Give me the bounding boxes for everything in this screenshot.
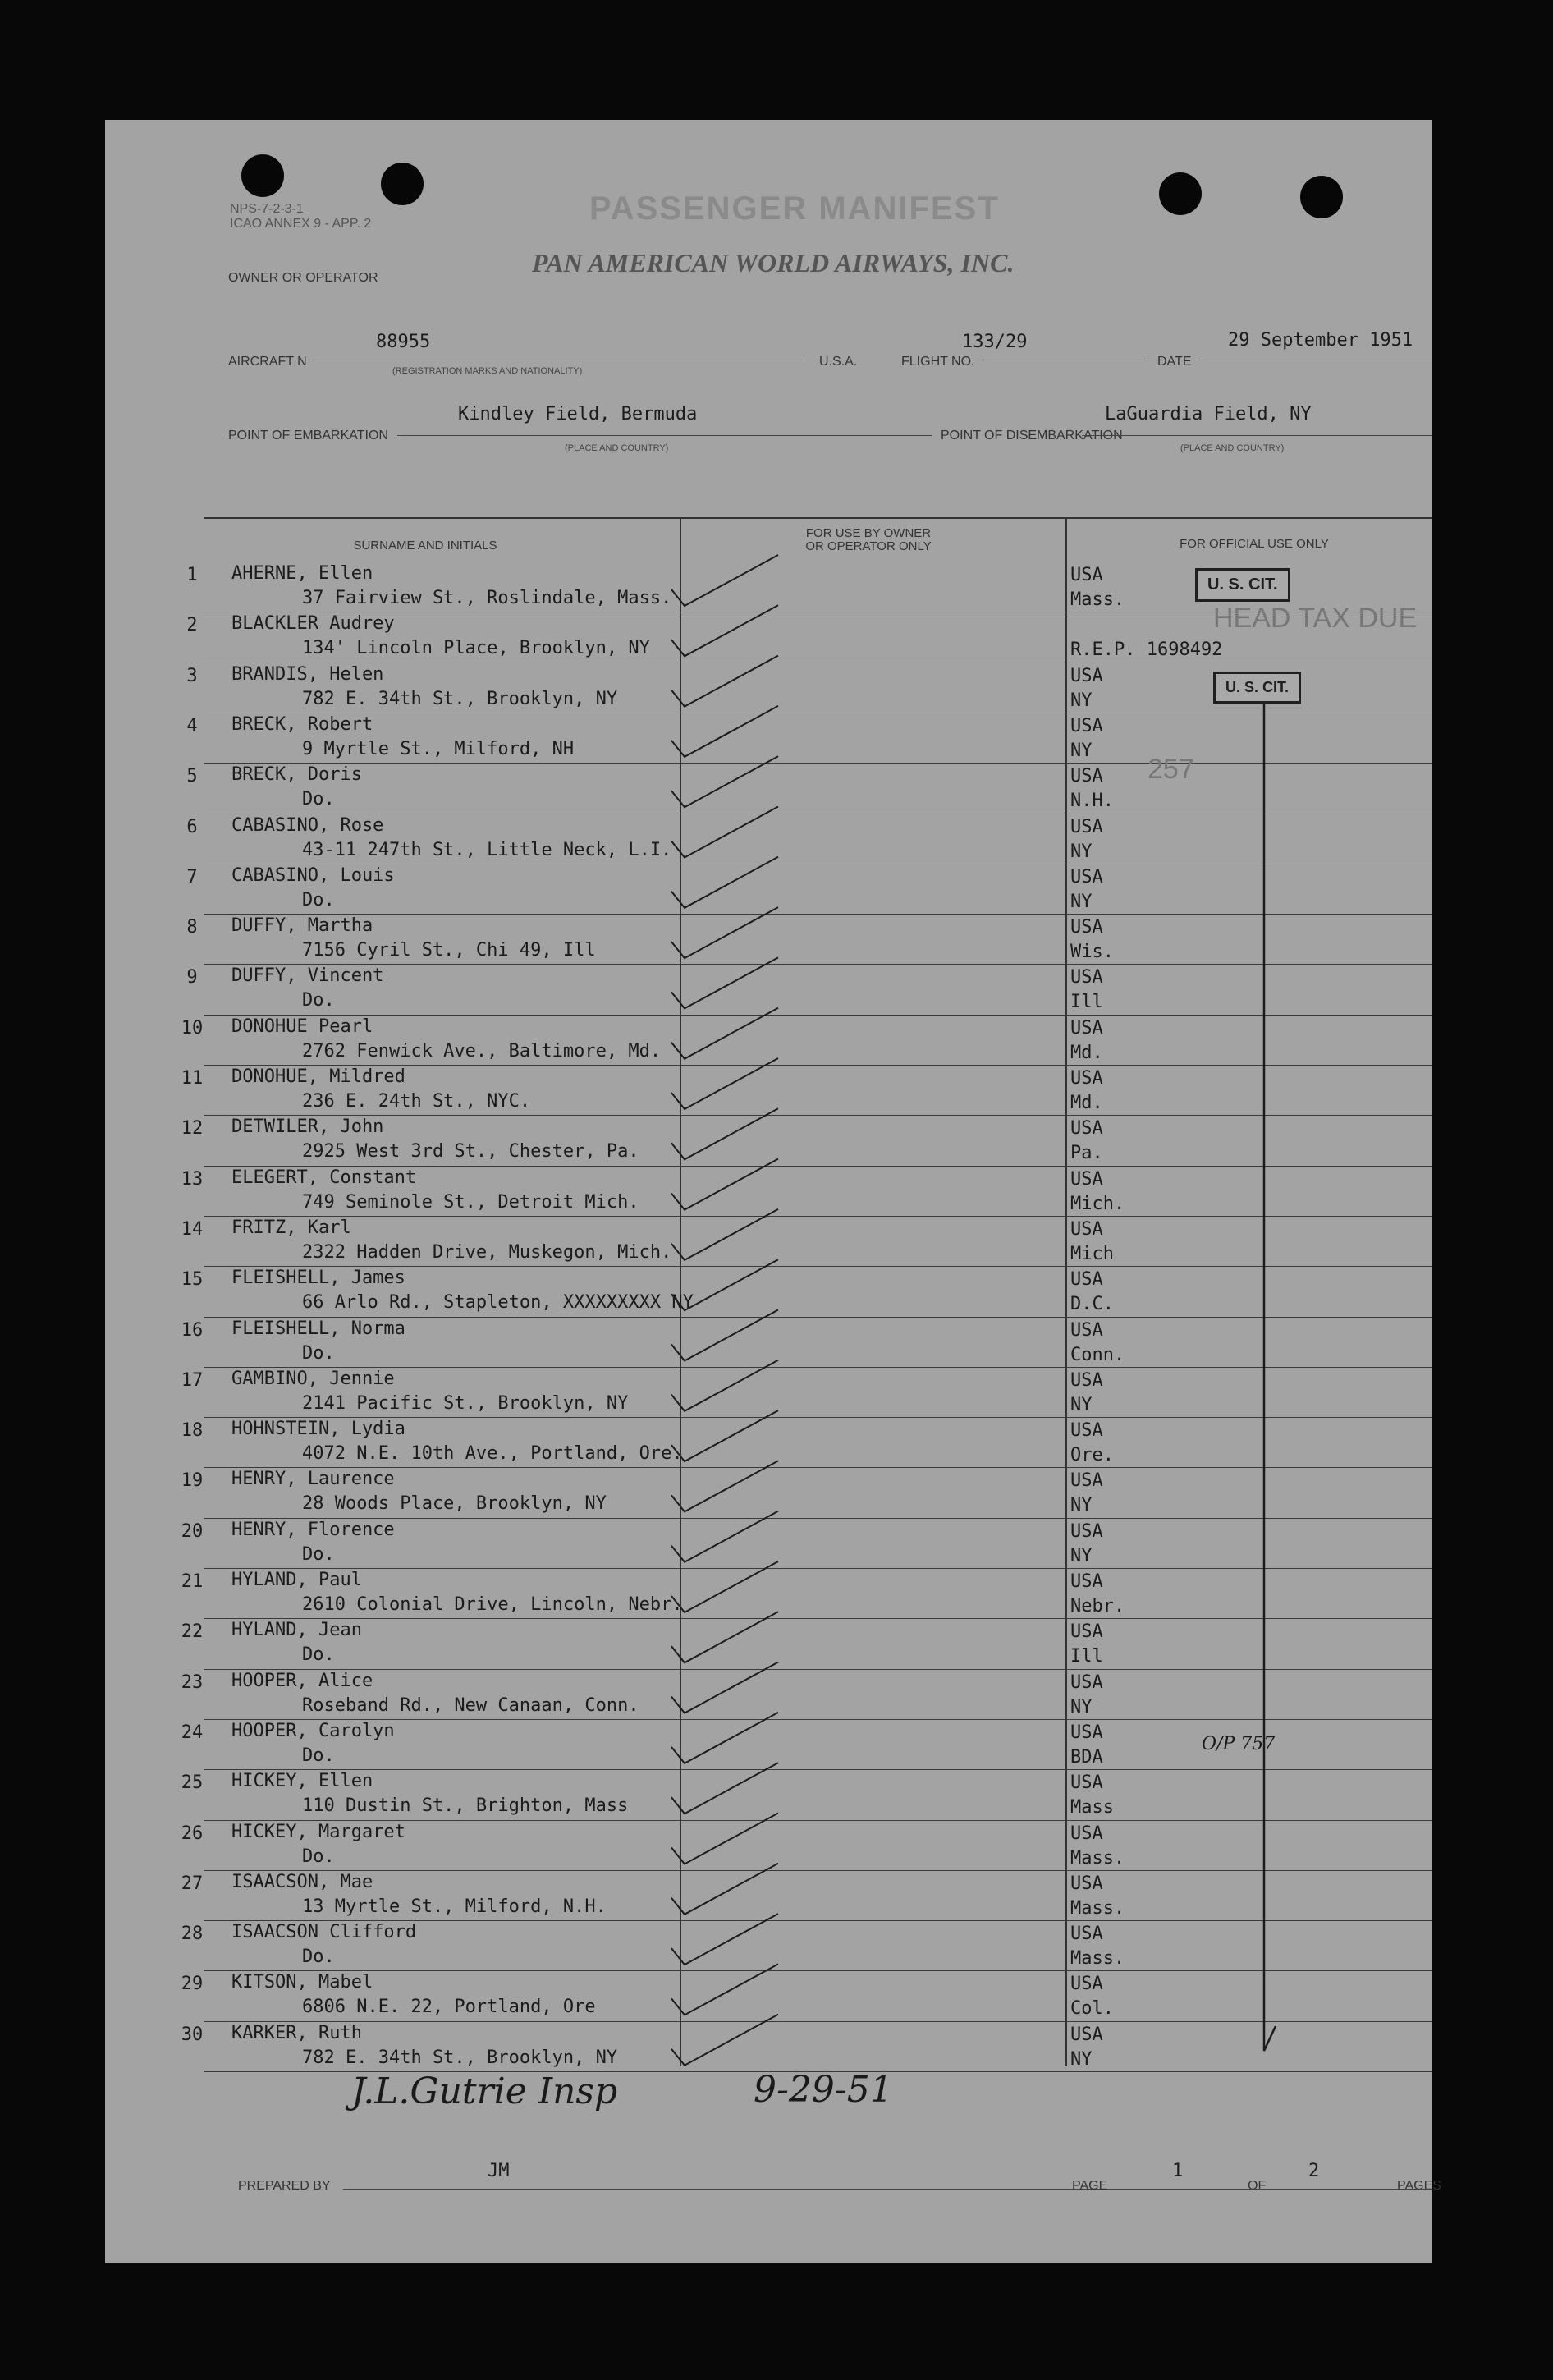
- passenger-address: 134' Lincoln Place, Brooklyn, NY: [302, 638, 650, 659]
- row-number: 23: [181, 1672, 204, 1693]
- passenger-address: 782 E. 34th St., Brooklyn, NY: [302, 2047, 618, 2068]
- passenger-address: Do.: [302, 1947, 335, 1968]
- checkmark: [671, 857, 778, 908]
- official-entry-2: D.C.: [1070, 1294, 1114, 1315]
- owner-name: PAN AMERICAN WORLD AIRWAYS, INC.: [532, 248, 1015, 277]
- prepared-value: JM: [488, 2161, 510, 2181]
- row-number: 10: [181, 1017, 204, 1039]
- embark-sub: (PLACE AND COUNTRY): [565, 443, 669, 453]
- row-number: 1: [186, 565, 198, 585]
- passenger-name: HOOPER, Alice: [231, 1670, 373, 1691]
- official-entry-2: Ill: [1070, 1646, 1103, 1667]
- passenger-address: 110 Dustin St., Brighton, Mass: [302, 1795, 629, 1817]
- row-number: 15: [181, 1269, 204, 1291]
- op-note: O/P 757: [1202, 1734, 1276, 1754]
- form-number-line: ICAO ANNEX 9 - APP. 2: [230, 217, 372, 231]
- official-entry-1: USA: [1070, 1218, 1103, 1240]
- passenger-name: HENRY, Florence: [231, 1519, 395, 1540]
- row-number: 13: [181, 1168, 204, 1190]
- checkmark: [671, 1259, 778, 1310]
- official-entry-2: Md.: [1070, 1093, 1103, 1113]
- prepared-label: PREPARED BY: [238, 2179, 331, 2193]
- count-stamp: 257: [1148, 754, 1194, 785]
- page-value: 1: [1172, 2161, 1184, 2181]
- passenger-name: HYLAND, Paul: [231, 1570, 362, 1590]
- row-number: 14: [181, 1218, 204, 1240]
- passenger-address: 782 E. 34th St., Brooklyn, NY: [302, 688, 618, 709]
- passenger-address: 2141 Pacific St., Brooklyn, NY: [302, 1392, 629, 1414]
- checkmark: [671, 1108, 778, 1159]
- official-entry-1: USA: [1070, 1772, 1103, 1794]
- flight-value: 133/29: [962, 332, 1028, 352]
- passenger-address: 2322 Hadden Drive, Muskegon, Mich.: [302, 1241, 672, 1263]
- checkmark: [671, 656, 778, 707]
- checkmark: [671, 1864, 778, 1915]
- official-entry-2: Mass: [1070, 1797, 1114, 1818]
- page-label: PAGE: [1072, 2179, 1108, 2193]
- checkmark: [671, 957, 778, 1008]
- row-number: 8: [186, 917, 198, 938]
- official-entry-2: Col.: [1070, 1998, 1114, 2020]
- checkmark: [671, 2015, 778, 2066]
- official-entry-1: USA: [1070, 1873, 1103, 1894]
- official-entry-1: USA: [1070, 715, 1103, 736]
- passenger-address: Do.: [302, 1846, 335, 1867]
- official-entry-1: USA: [1070, 1017, 1103, 1039]
- row-number: 11: [181, 1068, 204, 1089]
- row-number: 28: [181, 1924, 204, 1945]
- aircraft-sub: (REGISTRATION MARKS AND NATIONALITY): [392, 366, 583, 376]
- official-entry-1: USA: [1070, 665, 1103, 686]
- owner-use-line: FOR USE BY OWNER: [805, 526, 932, 540]
- checkmark: [671, 1159, 778, 1210]
- official-entry-1: USA: [1070, 766, 1103, 787]
- checkmark: [671, 1612, 778, 1662]
- official-entry-2: NY: [1070, 2048, 1093, 2070]
- checkmark: [671, 756, 778, 807]
- row-number: 9: [186, 967, 198, 988]
- passenger-address: Do.: [302, 789, 335, 810]
- official-entry-1: USA: [1070, 1118, 1103, 1140]
- passenger-name: FLEISHELL, Norma: [231, 1318, 405, 1339]
- passenger-name: DUFFY, Martha: [231, 915, 373, 937]
- passenger-name: CABASINO, Rose: [231, 814, 384, 836]
- passenger-address: 9 Myrtle St., Milford, NH: [302, 738, 575, 759]
- date-value: 29 September 1951: [1228, 330, 1413, 351]
- row-number: 29: [181, 1974, 204, 1995]
- row-number: 6: [186, 816, 198, 837]
- official-entry-2: NY: [1070, 1495, 1093, 1516]
- official-entry-2: NY: [1070, 841, 1093, 862]
- checkmark: [671, 1914, 778, 1965]
- official-entry-1: USA: [1070, 1470, 1103, 1492]
- checkmark: [671, 1713, 778, 1763]
- passenger-name: HICKEY, Margaret: [231, 1821, 405, 1842]
- aircraft-value: 88955: [376, 332, 431, 352]
- pages-label: PAGES: [1397, 2179, 1441, 2193]
- checkmark: [671, 1662, 778, 1713]
- surname-header: SURNAME AND INITIALS: [353, 539, 497, 553]
- passenger-address: 6806 N.E. 22, Portland, Ore: [302, 1997, 596, 2018]
- checkmark: [671, 1410, 778, 1461]
- passenger-address: 43-11 247th St., Little Neck, L.I.: [302, 839, 672, 860]
- official-entry-2: Nebr.: [1070, 1596, 1125, 1616]
- checkmark: [671, 1964, 778, 2015]
- head-tax-stamp: HEAD TAX DUE: [1213, 603, 1418, 634]
- passenger-name: BLACKLER Audrey: [231, 613, 395, 635]
- checkmark: [671, 1461, 778, 1511]
- form-number-line: NPS-7-2-3-1: [230, 202, 304, 216]
- official-header: FOR OFFICIAL USE ONLY: [1180, 537, 1329, 551]
- official-entry-2: Mass.: [1070, 1897, 1125, 1919]
- passenger-name: ISAACSON, Mae: [231, 1871, 373, 1892]
- embark-value: Kindley Field, Bermuda: [458, 404, 698, 424]
- checkmark: [671, 807, 778, 858]
- passenger-address: 2925 West 3rd St., Chester, Pa.: [302, 1141, 639, 1162]
- passenger-name: ELEGERT, Constant: [231, 1167, 417, 1188]
- official-entry-2: NY: [1070, 690, 1093, 711]
- row-number: 3: [186, 665, 198, 686]
- checkmark: [671, 1058, 778, 1109]
- manifest-title: PASSENGER MANIFEST: [589, 190, 1000, 227]
- row-number: 20: [181, 1520, 204, 1542]
- us-cit-stamp: U. S. CIT.: [1213, 672, 1301, 704]
- checkmark: [671, 706, 778, 757]
- official-entry-1: USA: [1070, 1722, 1103, 1743]
- checkmark: [671, 555, 778, 606]
- official-entry-1: USA: [1070, 2024, 1103, 2045]
- official-entry-2: N.H.: [1070, 791, 1114, 812]
- official-entry-2: NY: [1070, 891, 1093, 912]
- official-entry-2: NY: [1070, 740, 1093, 761]
- official-entry-1: USA: [1070, 967, 1103, 988]
- row-number: 5: [186, 766, 198, 787]
- passenger-address: Roseband Rd., New Canaan, Conn.: [302, 1694, 639, 1716]
- flight-label: FLIGHT NO.: [901, 355, 975, 369]
- row-number: 19: [181, 1470, 204, 1492]
- passenger-name: DUFFY, Vincent: [231, 965, 384, 987]
- checkmark: [671, 1763, 778, 1814]
- row-number: 4: [186, 715, 198, 736]
- passenger-name: BRECK, Doris: [231, 764, 362, 786]
- passenger-address: 37 Fairview St., Roslindale, Mass.: [302, 588, 672, 608]
- row-number: 7: [186, 866, 198, 887]
- passenger-name: GAMBINO, Jennie: [231, 1368, 395, 1389]
- date-label: DATE: [1157, 355, 1192, 369]
- official-entry-2: Pa.: [1070, 1143, 1103, 1164]
- disembark-sub: (PLACE AND COUNTRY): [1180, 443, 1285, 453]
- official-entry-1: USA: [1070, 1319, 1103, 1341]
- passenger-name: HYLAND, Jean: [231, 1620, 362, 1641]
- passenger-name: FRITZ, Karl: [231, 1217, 351, 1238]
- official-entry-2: Mass.: [1070, 1948, 1125, 1970]
- checkmark: [671, 907, 778, 958]
- passenger-name: HOOPER, Carolyn: [231, 1720, 395, 1741]
- official-entry-1: USA: [1070, 1068, 1103, 1089]
- official-entry-1: USA: [1070, 917, 1103, 938]
- passenger-name: FLEISHELL, James: [231, 1268, 405, 1289]
- official-entry-2: Mich.: [1070, 1193, 1125, 1214]
- passenger-name: HOHNSTEIN, Lydia: [231, 1419, 405, 1440]
- checkmark: [671, 1814, 778, 1864]
- owner-label: OWNER OR OPERATOR: [228, 271, 378, 285]
- official-entry-1: USA: [1070, 1924, 1103, 1945]
- passenger-address: Do.: [302, 889, 335, 910]
- passenger-address: Do.: [302, 1543, 335, 1565]
- disembark-value: LaGuardia Field, NY: [1105, 404, 1312, 424]
- official-entry-2: Ore.: [1070, 1445, 1114, 1466]
- passenger-name: DETWILER, John: [231, 1117, 384, 1138]
- us-cit-stamp: U. S. CIT.: [1195, 568, 1290, 602]
- row-number: 21: [181, 1571, 204, 1592]
- pages-value: 2: [1308, 2161, 1320, 2181]
- manifest-sheet: [105, 120, 1441, 2263]
- disembark-label: POINT OF DISEMBARKATION: [941, 429, 1123, 443]
- passenger-address: 7156 Cyril St., Chi 49, Ill: [302, 940, 596, 961]
- passenger-address: Do.: [302, 1644, 335, 1666]
- passenger-address: Do.: [302, 990, 335, 1011]
- row-number: 2: [186, 615, 198, 636]
- passenger-name: CABASINO, Louis: [231, 864, 395, 886]
- of-label: OF: [1248, 2179, 1267, 2193]
- embark-label: POINT OF EMBARKATION: [228, 429, 388, 443]
- passenger-name: BRECK, Robert: [231, 713, 373, 735]
- official-entry-1: USA: [1070, 816, 1103, 837]
- owner-use-line: OR OPERATOR ONLY: [805, 539, 932, 553]
- passenger-name: DONOHUE Pearl: [231, 1016, 373, 1037]
- row-number: 18: [181, 1420, 204, 1442]
- row-number: 17: [181, 1369, 204, 1391]
- official-entry-1: USA: [1070, 1420, 1103, 1442]
- official-entry-1: USA: [1070, 1823, 1103, 1844]
- official-entry-1: USA: [1070, 1672, 1103, 1693]
- passenger-address: 749 Seminole St., Detroit Mich.: [302, 1191, 639, 1213]
- row-number: 30: [181, 2024, 204, 2045]
- official-entry-2: NY: [1070, 1545, 1093, 1566]
- official-entry-2: Mich: [1070, 1243, 1114, 1264]
- row-number: 27: [181, 1873, 204, 1894]
- checkmark: [671, 1561, 778, 1612]
- passenger-address: 2762 Fenwick Ave., Baltimore, Md.: [302, 1040, 662, 1062]
- row-number: 22: [181, 1621, 204, 1643]
- official-entry-1: USA: [1070, 1168, 1103, 1190]
- row-number: 25: [181, 1772, 204, 1794]
- passenger-name: AHERNE, Ellen: [231, 563, 373, 584]
- checkmark: [671, 1511, 778, 1562]
- checkmark: [671, 1360, 778, 1411]
- official-entry-1: USA: [1070, 1269, 1103, 1291]
- official-entry-2: NY: [1070, 1696, 1093, 1717]
- official-entry-2: Wis.: [1070, 942, 1114, 963]
- continuation-line: [1264, 704, 1276, 2051]
- passenger-address: 236 E. 24th St., NYC.: [302, 1091, 531, 1112]
- inspector-signature: J.L.Gutrie Insp: [351, 2070, 618, 2112]
- passenger-name: HICKEY, Ellen: [231, 1771, 373, 1792]
- checkmark: [671, 605, 778, 656]
- country-label: U.S.A.: [819, 355, 858, 369]
- official-entry-2: Mass.: [1070, 1847, 1125, 1869]
- checkmark: [671, 1008, 778, 1059]
- passenger-address: Do.: [302, 1745, 335, 1766]
- passenger-address: 28 Woods Place, Brooklyn, NY: [302, 1493, 607, 1515]
- passenger-address: Do.: [302, 1342, 335, 1364]
- passenger-name: KITSON, Mabel: [231, 1972, 373, 1993]
- official-entry-2: Ill: [1070, 992, 1103, 1013]
- passenger-address: 2610 Colonial Drive, Lincoln, Nebr.: [302, 1594, 683, 1615]
- official-entry-1: USA: [1070, 1974, 1103, 1995]
- official-entry-1: USA: [1070, 1621, 1103, 1643]
- checkmark: [671, 1209, 778, 1260]
- official-entry-2: BDA: [1070, 1746, 1103, 1768]
- row-number: 16: [181, 1319, 204, 1341]
- passenger-address: 4072 N.E. 10th Ave., Portland, Ore.: [302, 1443, 683, 1465]
- passenger-name: HENRY, Laurence: [231, 1469, 395, 1490]
- row-number: 24: [181, 1722, 204, 1743]
- official-entry-2: R.E.P. 1698492: [1070, 640, 1223, 661]
- official-entry-1: USA: [1070, 866, 1103, 887]
- signature-date: 9-29-51: [754, 2069, 893, 2111]
- row-number: 26: [181, 1823, 204, 1844]
- official-entry-2: Conn.: [1070, 1344, 1125, 1365]
- passenger-name: BRANDIS, Helen: [231, 663, 384, 685]
- official-entry-1: USA: [1070, 1520, 1103, 1542]
- official-entry-2: NY: [1070, 1394, 1093, 1415]
- row-number: 12: [181, 1118, 204, 1140]
- passenger-name: KARKER, Ruth: [231, 2022, 362, 2043]
- official-entry-1: USA: [1070, 565, 1103, 585]
- checkmark: [671, 1310, 778, 1361]
- official-entry-2: Mass.: [1070, 589, 1125, 610]
- checkmark-layer: [105, 120, 1432, 2263]
- passenger-address: 13 Myrtle St., Milford, N.H.: [302, 1896, 607, 1917]
- passenger-name: DONOHUE, Mildred: [231, 1066, 405, 1087]
- official-entry-1: USA: [1070, 1571, 1103, 1592]
- passenger-address: 66 Arlo Rd., Stapleton, XXXXXXXXX NY: [302, 1292, 694, 1314]
- official-entry-2: Md.: [1070, 1042, 1103, 1063]
- official-entry-1: USA: [1070, 1369, 1103, 1391]
- passenger-name: ISAACSON Clifford: [231, 1922, 417, 1943]
- aircraft-label: AIRCRAFT N: [228, 355, 307, 369]
